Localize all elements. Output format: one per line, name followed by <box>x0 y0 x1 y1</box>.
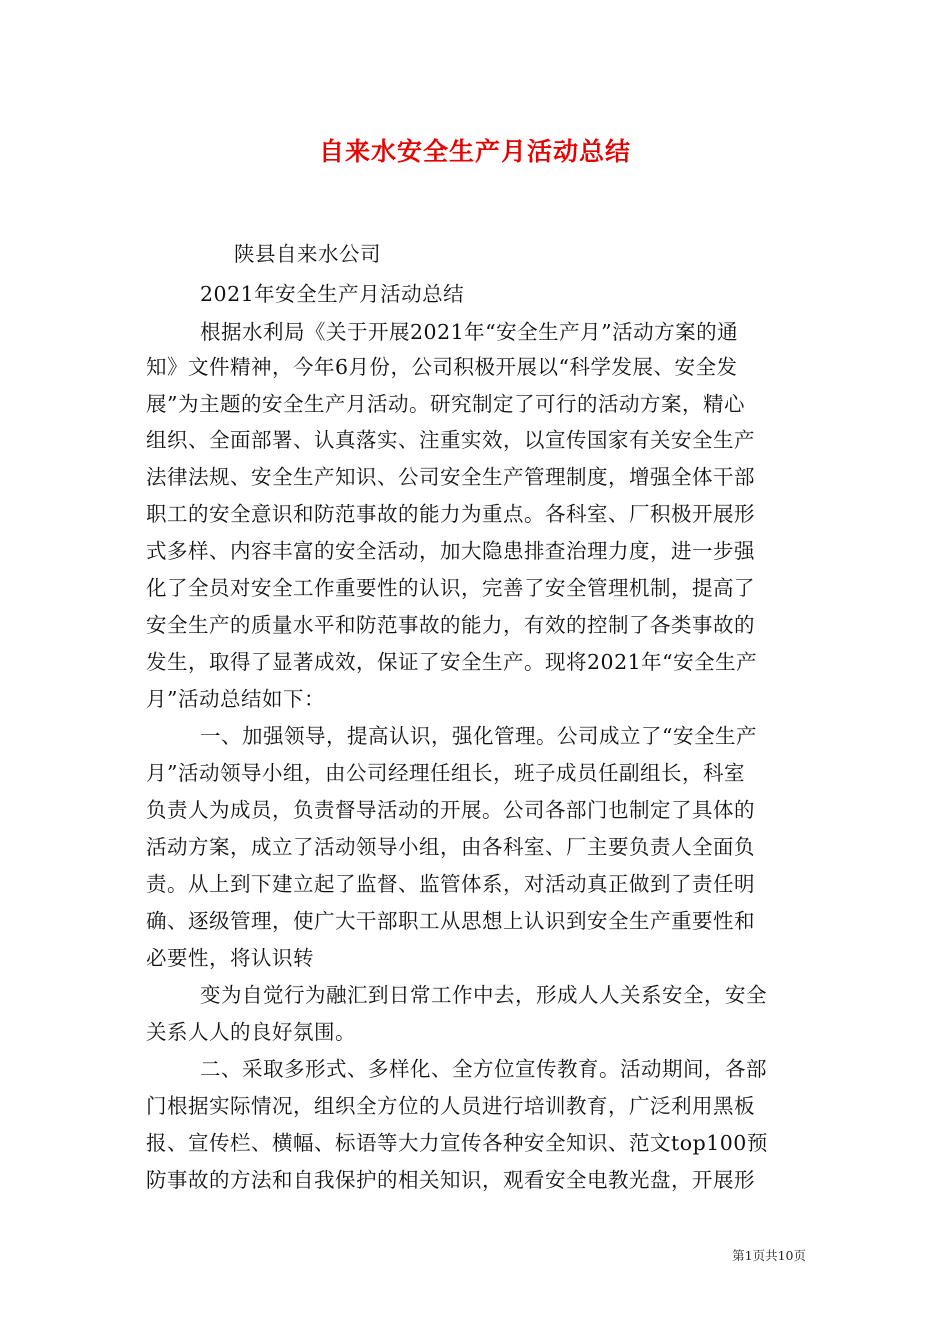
text-line: 法律法规、安全生产知识、公司安全生产管理制度，增强全体干部 <box>146 465 755 489</box>
text-line: 根据水利局《关于开展2021年“安全生产月”活动方案的通 <box>200 320 739 344</box>
text-line: 2021年安全生产月活动总结 <box>200 282 465 306</box>
text-line: 展”为主题的安全生产月活动。研究制定了可行的活动方案，精心 <box>146 392 745 416</box>
page-footer: 第1页共10页 <box>732 1248 806 1263</box>
text-line: 二、采取多形式、多样化、全方位宣传教育。活动期间，各部 <box>200 1057 767 1081</box>
text-line: 化了全员对安全工作重要性的认识，完善了安全管理机制，提高了 <box>146 576 755 600</box>
text-line: 活动方案，成立了活动领导小组，由各科室、厂主要负责人全面负 <box>146 835 755 859</box>
text-line: 确、逐级管理，使广大干部职工从思想上认识到安全生产重要性和 <box>146 909 755 933</box>
text-line: 职工的安全意识和防范事故的能力为重点。各科室、厂积极开展形 <box>146 502 755 526</box>
text-line: 责。从上到下建立起了监督、监管体系，对活动真正做到了责任明 <box>146 872 755 896</box>
text-line: 必要性，将认识转 <box>146 946 314 970</box>
text-line: 防事故的方法和自我保护的相关知识，观看安全电教光盘，开展形 <box>146 1168 755 1192</box>
text-line: 陕县自来水公司 <box>234 242 381 266</box>
text-line: 组织、全面部署、认真落实、注重实效，以宣传国家有关安全生产 <box>146 428 755 452</box>
text-line: 关系人人的良好氛围。 <box>146 1020 356 1044</box>
document-title: 自来水安全生产月活动总结 <box>318 137 631 166</box>
text-line: 一、加强领导，提高认识，强化管理。公司成立了“安全生产 <box>200 724 757 748</box>
text-line: 月”活动总结如下： <box>146 687 325 711</box>
text-line: 知》文件精神，今年6月份，公司积极开展以“科学发展、安全发 <box>146 355 738 379</box>
text-line: 变为自觉行为融汇到日常工作中去，形成人人关系安全，安全 <box>200 983 767 1007</box>
text-line: 负责人为成员，负责督导活动的开展。公司各部门也制定了具体的 <box>146 798 755 822</box>
text-line: 安全生产的质量水平和防范事故的能力，有效的控制了各类事故的 <box>146 613 755 637</box>
text-line: 月”活动领导小组，由公司经理任组长，班子成员任副组长，科室 <box>146 761 745 785</box>
text-line: 报、宣传栏、横幅、标语等大力宣传各种安全知识、范文top100预 <box>146 1131 768 1155</box>
text-line: 式多样、内容丰富的安全活动，加大隐患排查治理力度，进一步强 <box>146 539 755 563</box>
text-line: 发生，取得了显著成效，保证了安全生产。现将2021年“安全生产 <box>146 650 758 674</box>
text-line: 门根据实际情况，组织全方位的人员进行培训教育，广泛利用黑板 <box>146 1094 755 1118</box>
